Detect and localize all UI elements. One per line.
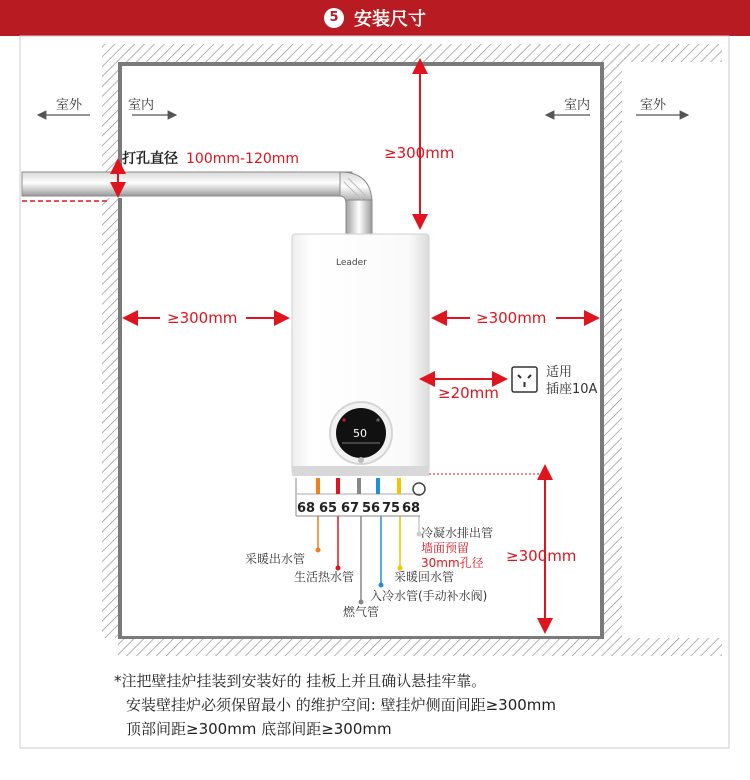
installation-note-3: 顶部间距≥300mm 底部间距≥300mm xyxy=(126,720,392,738)
installation-note-2: 安装壁挂炉必须保留最小 的维护空间: 壁挂炉侧面间距≥300mm xyxy=(126,696,557,714)
step-number-badge: 5 xyxy=(324,8,344,28)
pipe-spacing-5: 75 xyxy=(382,501,401,516)
heating-outlet-label: 采暖出水管 xyxy=(245,552,306,566)
power-socket-icon xyxy=(512,367,537,392)
right-outdoor-label: 室外 xyxy=(640,98,667,113)
pipe-spacing-4: 56 xyxy=(362,501,381,516)
pipe-connections xyxy=(296,478,425,605)
socket-type-line1: 适用 xyxy=(546,365,573,380)
bottom-clearance-label: ≥300mm xyxy=(506,547,577,565)
hole-diameter-range: 100mm-120mm xyxy=(186,151,300,167)
left-indoor-label: 室内 xyxy=(128,98,155,113)
top-clearance-label: ≥300mm xyxy=(384,144,455,162)
hot-water-outlet-label: 生活热水管 xyxy=(294,570,355,584)
left-clearance-label: ≥300mm xyxy=(167,309,238,327)
boiler-display-reading: 50 xyxy=(353,427,367,440)
condensate-label-line3: 30mm孔径 xyxy=(421,556,484,570)
heating-return-label: 采暖回水管 xyxy=(394,570,455,584)
section-title: 安装尺寸 xyxy=(354,9,426,30)
hole-diameter-prefix: 打孔直径 xyxy=(122,151,178,167)
pipe-spacing-2: 65 xyxy=(319,501,338,516)
installation-note-1: *注把壁挂炉挂装到安装好的 挂板上并且确认悬挂牢靠。 xyxy=(114,672,487,690)
condensate-label-line1: 冷凝水排出管 xyxy=(421,526,494,540)
socket-type-line2: 插座10A xyxy=(546,382,598,397)
boiler-brand-logo: Leader xyxy=(336,258,367,268)
cold-water-inlet-label: 入冷水管(手动补水阀) xyxy=(370,589,488,603)
gas-pipe-label: 燃气管 xyxy=(343,605,380,619)
flue-pipe xyxy=(22,172,372,234)
right-indoor-label: 室内 xyxy=(564,98,591,113)
condensate-label-line2: 墙面预留 xyxy=(421,541,470,555)
pipe-spacing-1: 68 xyxy=(297,501,316,516)
pipe-spacing-3: 67 xyxy=(341,501,360,516)
left-outdoor-label: 室外 xyxy=(56,98,83,113)
right-clearance-label: ≥300mm xyxy=(476,309,547,327)
socket-gap-label: ≥20mm xyxy=(438,384,499,402)
pipe-spacing-6: 68 xyxy=(402,501,421,516)
